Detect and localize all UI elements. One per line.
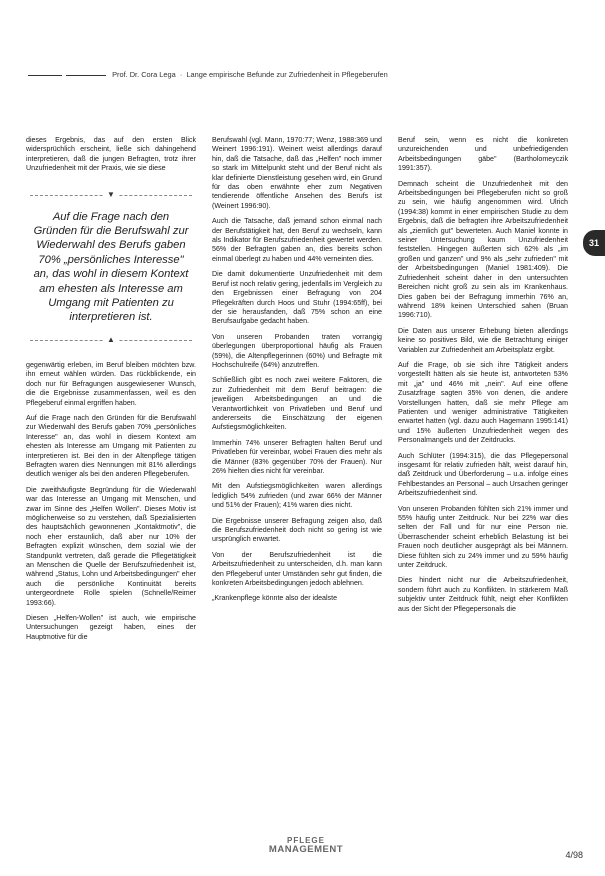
header-rule-left bbox=[28, 75, 62, 76]
logo-line-2: MANAGEMENT bbox=[268, 844, 344, 855]
paragraph: Die damit dokumentierte Unzufriedenheit mit dem Beruf ist noch relativ gering, jedenfalls im Vergleich zu den Ergebnissen einer Befragung von 204 Pflegekräften durch Hoos und Stuhr (1994:65ff), bei der sie herausfanden, daß 75% schon an eine Berufsaufgabe gedacht haben. bbox=[212, 270, 382, 326]
triangle-up-icon: ▲ bbox=[103, 335, 119, 344]
paragraph: Auch Schlüter (1994:315), die das Pflegepersonal insgesamt für relativ zufrieden hält, weist darauf hin, daß Zeitdruck und Überforderung – u.a. infolge eines Fehlbestandes an Personal – auch Ursachen geringer Arbeitszufriedenheit sind. bbox=[398, 451, 568, 498]
header-title: Lange empirische Befunde zur Zufriedenheit in Pflegeberufen bbox=[186, 70, 388, 79]
pull-quote-top-rule bbox=[26, 190, 196, 200]
pull-quote-text: Auf die Frage nach den Gründen für die Berufswahl zur Wiederwahl des Berufs gaben 70% „persönliches Interesse" an, das wohl in diesem Kontext am ehesten als Interesse am Umgang mit Patienten zu interpretieren ist. bbox=[33, 210, 189, 324]
paragraph: Von unseren Probanden traten vorrangig überlegungen überproportional häufig als Frauen (59%), die Altenpflegerinnen (60%) und Befragte mit Hochschulreife (64%) anzutreffen. bbox=[212, 332, 382, 369]
paragraph: Mit den Aufstiegsmöglichkeiten waren allerdings lediglich 54% zufrieden (und zwar 66% der Männer und 51% der Frauen); 41% waren dies nicht. bbox=[212, 482, 382, 510]
section-tab: 31 bbox=[583, 230, 605, 256]
header-rule-right bbox=[66, 75, 106, 76]
paragraph: Die zweithäufigste Begründung für die Wiederwahl war das Interesse an Umgang mit Menschen, und zwar im Sinne des „Helfen Wollen". Dieses Motiv ist möglicherweise so zu verstehen, daß Spezialisierten des hauptsächlich gewonnenen „Kontaktmotiv", die noch eher erstaunlich, daß aber nur 10% der Befragten explizit wünschen, dem sozial wie der Standpunkt vertreten, daß gerade die Pflegetätigkeit an Menschen die Quelle der Berufszufriedenheit ist, während „Status, Lohn und Arbeitsbedingungen" eher auch die persönliche Kontinuität bereits untergeordnete Rolle spielen (Schnelle/Reimer 1993:66). bbox=[26, 485, 196, 607]
column-middle bbox=[212, 136, 382, 836]
paragraph: Die Ergebnisse unserer Befragung zeigen also, daß die Berufszufriedenheit doch nicht so gering ist wie ursprünglich erwartet. bbox=[212, 516, 382, 544]
column-left bbox=[26, 136, 196, 836]
paragraph: Auf die Frage, ob sie sich ihre Tätigkeit anders vorgestellt hätten als sie heute ist, antworteten 53% mit „ja" und 46% mit „nein". Auf eine offene Zusatzfrage sagten 35% von denen, die andere Vorstellungen hatten, daß sie mehr Pflege am Patienten und weniger administrative Tätigkeiten erwartet hatten (vgl. dazu auch Hagemann 1995:141) und 15% äußerten Unzufriedenheit wegen des Personalmangels und der Zeitdrucks. bbox=[398, 360, 568, 445]
paragraph: Auf die Frage nach den Gründen für die Berufswahl zur Wiederwahl des Berufs gaben 70% „persönliches Interesse" an, das wohl in diesem Kontext am ehesten als Interesse am Umgang mit Patienten zu interpretieren ist. Bei den in der Altenpflege tätigen Befragten waren dies Nennungen mit 81% allerdings deutlich weniger als bei den anderen Pflegeberufen. bbox=[26, 413, 196, 479]
paragraph: Dies hindert nicht nur die Arbeitszufriedenheit, sondern führt auch zu Konflikten. In stärkerem Maß subjektiv unter Zeitdruck fühlt, neigt eher Konflikten aus der Sicht der Pflegepersonals die bbox=[398, 576, 568, 613]
column-right bbox=[398, 136, 568, 836]
header-author: Prof. Dr. Cora Lega bbox=[112, 70, 176, 79]
triangle-down-icon: ▼ bbox=[103, 190, 119, 199]
paragraph: „Krankenpflege könnte also der idealste bbox=[212, 594, 338, 603]
pull-quote bbox=[26, 184, 196, 351]
paragraph: dieses Ergebnis, das auf den ersten Blick widersprüchlich erscheint, ließe sich dahingehend interpretieren, daß die jungen Befragten, trotz ihrer Unzufriedenheit mit der Praxis, wie sie diese bbox=[26, 136, 196, 173]
paragraph: Die Daten aus unserer Erhebung bieten allerdings keine so positives Bild, wie die Betrachtung einiger Variablen zur Zufriedenheit am Arbeitsplatz ergibt. bbox=[398, 326, 568, 354]
logo-line-1: PFLEGE bbox=[286, 836, 325, 845]
paragraph: Diesen „Helfen-Wollen" ist auch, wie empirische Untersuchungen gezeigt haben, eines der Hauptmotive für die bbox=[26, 614, 196, 641]
paragraph: Von unseren Probanden fühlten sich 21% immer und 55% häufig unter Zeitdruck. Nur bei 22% war dies selten der Fall und für nur eine Person nie. Überraschender scheint erheblich Belastung ist bei Frauen noch deutlicher ausgeprägt als bei Männern. Diese fühlten sich zu 24% immer und zu 59% häufig unter Zeitdruck. bbox=[398, 504, 568, 570]
paragraph: Beruf sein, wenn es nicht die konkreten unzureichenden und unbefriedigenden Arbeitsbedingungen gäbe" (Bartholomeyczik 1991:357). bbox=[398, 136, 568, 173]
page-number: 4/98 bbox=[565, 850, 583, 860]
paragraph: Immerhin 74% unserer Befragten halten Beruf und Privatleben für vereinbar, wobei Frauen dies mehr als die Männer (83% gegenüber 70% der Frauen). Nur 26% hielten dies nicht für vereinbar. bbox=[212, 438, 382, 475]
paragraph: Berufswahl (vgl. Mann, 1970:77; Wenz, 1988:369 und Weinert 1996:191). Weinert weist allerdings darauf hin, daß die Tatsache, daß das „Helfen" noch immer so stark im Mittelpunkt steht und der Beruf nicht als klar definierte Dienstleistung gesehen wird, ein Grund für das oben erwähnte eher zum Negativen tendierende öffentliche Ansehen des Berufs ist (Weinert 1996:90). bbox=[212, 136, 382, 210]
paragraph: Demnach scheint die Unzufriedenheit mit den Arbeitsbedingungen bei Pflegeberufen nicht so groß zu sein, wie häufig angenommen wird. Ulrich (1994:38) kommt in einer empirischen Studie zu dem Ergebnis, daß die befragten ihre Arbeitszufriedenheit als „ziemlich gut" bewerteten. Auch Maniel konnte in seiner Untersuchung kaum Unzufriedenheit feststellen. Hingegen äußerten sich 62% als „im großen und ganzen" und 9% als „sehr zufrieden" mit der Arbeitsbedingungen (Maniel 1981:409). Die Zufriedenheit scheint daher in den untersuchten Bereichen nicht groß zu sein als im Krankenhaus. Dies gaben bei der Befragung immerhin 76% an, während 18% keinen Unterschied sahen (Bruan 1996:710). bbox=[398, 179, 568, 320]
paragraph: gegenwärtig erleben, im Beruf bleiben möchten bzw. ihn erneut wählen würden. Das rückblickende, ein doch nur für Befragungen ausgewiesener Wunsch, die die Ergebnisse zusammenfassen, weil es den Pflegeberuf einmal ergriffen haben. bbox=[26, 360, 196, 407]
pull-quote-bottom-rule bbox=[26, 335, 196, 345]
paragraph: Von der Berufszufriedenheit ist die Arbeitszufriedenheit zu unterscheiden, d.h. man kann den Pflegeberuf unter Umständen sehr gut finden, die konkreten Arbeitsbedingungen jedoch ablehnen. bbox=[212, 550, 382, 588]
running-header: Prof. Dr. Cora Lega · Lange empirische Befunde zur Zufriedenheit in Pflegeberufen bbox=[28, 70, 588, 84]
paragraph: Schließlich gibt es noch zwei weitere Faktoren, die zur Zufriedenheit mit dem Beruf beitragen: die jeweiligen Arbeitsbedingungen an und die Verantwortlichkeit von Privatleben und Beruf und andererseits die Einschätzung der eigenen Aufstiegsmöglichkeiten. bbox=[212, 376, 382, 432]
magazine-logo bbox=[264, 836, 348, 854]
paragraph: Auch die Tatsache, daß jemand schon einmal nach der Berufstätigkeit hat, den Beruf zu wechseln, kann als Indikator für Berufszufriedenheit gewertet werden. 56% der Befragten gaben an, dies bereits schon einmal überlegt zu haben und 44% verneinten dies. bbox=[212, 217, 382, 263]
